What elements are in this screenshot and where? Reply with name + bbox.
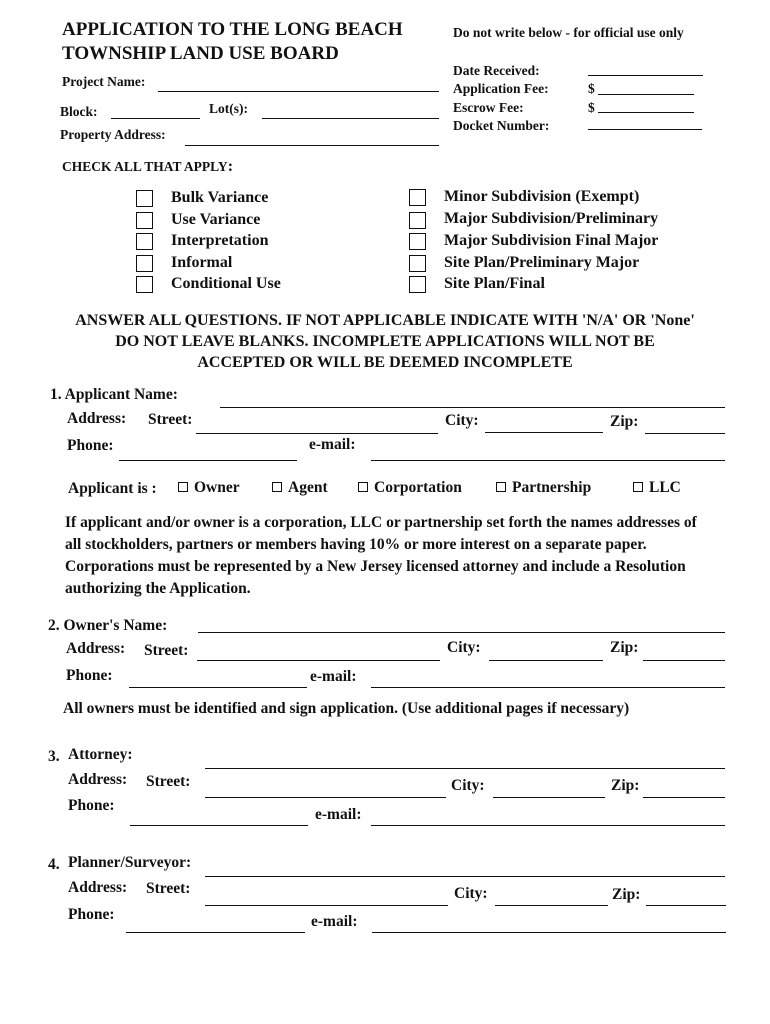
agent-checkbox[interactable]: [272, 482, 282, 492]
minor-subdivision-label: Minor Subdivision (Exempt): [444, 188, 640, 205]
site-plan-final-label: Site Plan/Final: [444, 275, 545, 292]
property-address-label: Property Address:: [60, 127, 166, 142]
applicant-phone-label: Phone:: [67, 437, 114, 454]
instructions-line3: ACCEPTED OR WILL BE DEEMED INCOMPLETE: [197, 354, 573, 371]
bulk-variance-checkbox[interactable]: [136, 190, 153, 207]
attorney-email-field[interactable]: [371, 825, 725, 826]
block-label: Block:: [60, 104, 98, 119]
partnership-label: Partnership: [512, 479, 592, 496]
lots-field[interactable]: [262, 118, 439, 119]
conditional-use-checkbox[interactable]: [136, 276, 153, 293]
minor-subdivision-checkbox[interactable]: [409, 189, 426, 206]
informal-checkbox[interactable]: [136, 255, 153, 272]
applicant-street-field[interactable]: [196, 433, 438, 434]
owner-email-label: e-mail:: [310, 668, 357, 685]
corporation-note: If applicant and/or owner is a corporation, LLC or partnership set forth the names addresses of all stockholders, partners or members having 10% or more interest on a separate paper. Corporations must be represented by a New Jersey licensed attorney and include a Resolution authorizing the Application.: [65, 514, 697, 597]
applicant-is-agent[interactable]: [272, 479, 328, 497]
applicant-address-label: Address:: [67, 410, 127, 427]
applicant-is-partnership[interactable]: [496, 479, 591, 497]
major-subdivision-final-label: Major Subdivision Final Major: [444, 232, 659, 249]
planner-zip-label: Zip:: [612, 886, 641, 903]
use-variance-label: Use Variance: [171, 211, 261, 228]
planner-email-field[interactable]: [372, 932, 726, 933]
applicant-email-label: e-mail:: [309, 436, 356, 453]
form-title-line2: TOWNSHIP LAND USE BOARD: [62, 43, 339, 64]
attorney-city-label: City:: [451, 777, 485, 794]
applicant-zip-label: Zip:: [610, 413, 639, 430]
owner-city-label: City:: [447, 639, 481, 656]
major-subdivision-preliminary-label: Major Subdivision/Preliminary: [444, 210, 659, 227]
attorney-street-field[interactable]: [205, 797, 446, 798]
applicant-name-field[interactable]: [220, 407, 725, 408]
attorney-street-label: Street:: [146, 773, 191, 790]
corporation-checkbox[interactable]: [358, 482, 368, 492]
attorney-phone-label: Phone:: [68, 797, 115, 814]
owner-zip-field[interactable]: [643, 660, 725, 661]
attorney-phone-field[interactable]: [130, 825, 308, 826]
date-received-label: Date Received:: [453, 63, 540, 78]
escrow-fee-dollar: $: [588, 100, 595, 115]
applicant-is-label: Applicant is :: [68, 480, 157, 497]
form-title-line1: APPLICATION TO THE LONG BEACH: [62, 19, 403, 40]
interpretation-checkbox[interactable]: [136, 233, 153, 250]
date-received-line: [588, 75, 703, 76]
docket-number-label: Docket Number:: [453, 118, 550, 133]
check-all-heading: CHECK ALL THAT APPLY:: [62, 158, 234, 175]
planner-label: Planner/Surveyor:: [68, 854, 192, 871]
planner-name-field[interactable]: [205, 876, 725, 877]
planner-city-field[interactable]: [495, 905, 608, 906]
owner-name-label: 2. Owner's Name:: [48, 617, 168, 634]
applicant-city-label: City:: [445, 412, 479, 429]
agent-label: Agent: [288, 479, 328, 496]
owner-phone-field[interactable]: [129, 687, 307, 688]
owner-email-field[interactable]: [371, 687, 725, 688]
all-owners-note: All owners must be identified and sign application. (Use additional pages if necessary): [63, 700, 630, 717]
llc-checkbox[interactable]: [633, 482, 643, 492]
planner-address-label: Address:: [68, 879, 128, 896]
owner-name-field[interactable]: [198, 632, 725, 633]
block-field[interactable]: [111, 118, 200, 119]
application-fee-line: [598, 94, 694, 95]
instructions-line2: DO NOT LEAVE BLANKS. INCOMPLETE APPLICATIONS WILL NOT BE: [115, 333, 655, 350]
owner-label: Owner: [194, 479, 240, 496]
interpretation-label: Interpretation: [171, 232, 269, 249]
planner-zip-field[interactable]: [646, 905, 726, 906]
applicant-is-owner[interactable]: [178, 479, 240, 497]
partnership-checkbox[interactable]: [496, 482, 506, 492]
planner-street-label: Street:: [146, 880, 191, 897]
planner-city-label: City:: [454, 885, 488, 902]
applicant-email-field[interactable]: [371, 460, 725, 461]
attorney-address-label: Address:: [68, 771, 128, 788]
applicant-is-corporation[interactable]: [358, 479, 462, 497]
major-subdivision-preliminary-checkbox[interactable]: [409, 212, 426, 229]
owner-checkbox[interactable]: [178, 482, 188, 492]
bulk-variance-label: Bulk Variance: [171, 189, 269, 206]
property-address-field[interactable]: [185, 145, 439, 146]
informal-label: Informal: [171, 254, 233, 271]
owner-street-label: Street:: [144, 642, 189, 659]
site-plan-preliminary-checkbox[interactable]: [409, 255, 426, 272]
llc-label: LLC: [649, 479, 681, 496]
attorney-zip-label: Zip:: [611, 777, 640, 794]
applicant-name-label: 1. Applicant Name:: [50, 386, 178, 403]
planner-phone-label: Phone:: [68, 906, 115, 923]
planner-number: 4.: [48, 856, 60, 873]
attorney-zip-field[interactable]: [643, 797, 725, 798]
site-plan-preliminary-label: Site Plan/Preliminary Major: [444, 254, 640, 271]
lots-label: Lot(s):: [209, 101, 248, 116]
owner-phone-label: Phone:: [66, 667, 113, 684]
applicant-zip-field[interactable]: [645, 433, 725, 434]
docket-number-line: [588, 129, 702, 130]
owner-address-label: Address:: [66, 640, 126, 657]
project-name-field[interactable]: [158, 91, 439, 92]
applicant-street-label: Street:: [148, 411, 193, 428]
major-subdivision-final-checkbox[interactable]: [409, 233, 426, 250]
attorney-number: 3.: [48, 748, 60, 765]
instructions-line1: ANSWER ALL QUESTIONS. IF NOT APPLICABLE INDICATE WITH 'N/A' OR 'None': [75, 312, 695, 329]
application-fee-dollar: $: [588, 81, 595, 96]
attorney-name-field[interactable]: [205, 768, 725, 769]
application-fee-label: Application Fee:: [453, 81, 549, 96]
owner-street-field[interactable]: [197, 660, 440, 661]
planner-phone-field[interactable]: [126, 932, 305, 933]
owner-zip-label: Zip:: [610, 639, 639, 656]
planner-street-field[interactable]: [205, 905, 448, 906]
attorney-city-field[interactable]: [493, 797, 605, 798]
escrow-fee-line: [598, 112, 694, 113]
attorney-email-label: e-mail:: [315, 806, 362, 823]
applicant-city-field[interactable]: [485, 432, 603, 433]
planner-email-label: e-mail:: [311, 913, 358, 930]
use-variance-checkbox[interactable]: [136, 212, 153, 229]
applicant-phone-field[interactable]: [119, 460, 297, 461]
applicant-is-llc[interactable]: [633, 479, 681, 497]
escrow-fee-label: Escrow Fee:: [453, 100, 524, 115]
corporation-label: Corportation: [374, 479, 462, 496]
attorney-label: Attorney:: [68, 746, 133, 763]
official-use-note: Do not write below - for official use only: [453, 25, 684, 40]
conditional-use-label: Conditional Use: [171, 275, 281, 292]
project-name-label: Project Name:: [62, 74, 146, 89]
owner-city-field[interactable]: [489, 660, 603, 661]
site-plan-final-checkbox[interactable]: [409, 276, 426, 293]
